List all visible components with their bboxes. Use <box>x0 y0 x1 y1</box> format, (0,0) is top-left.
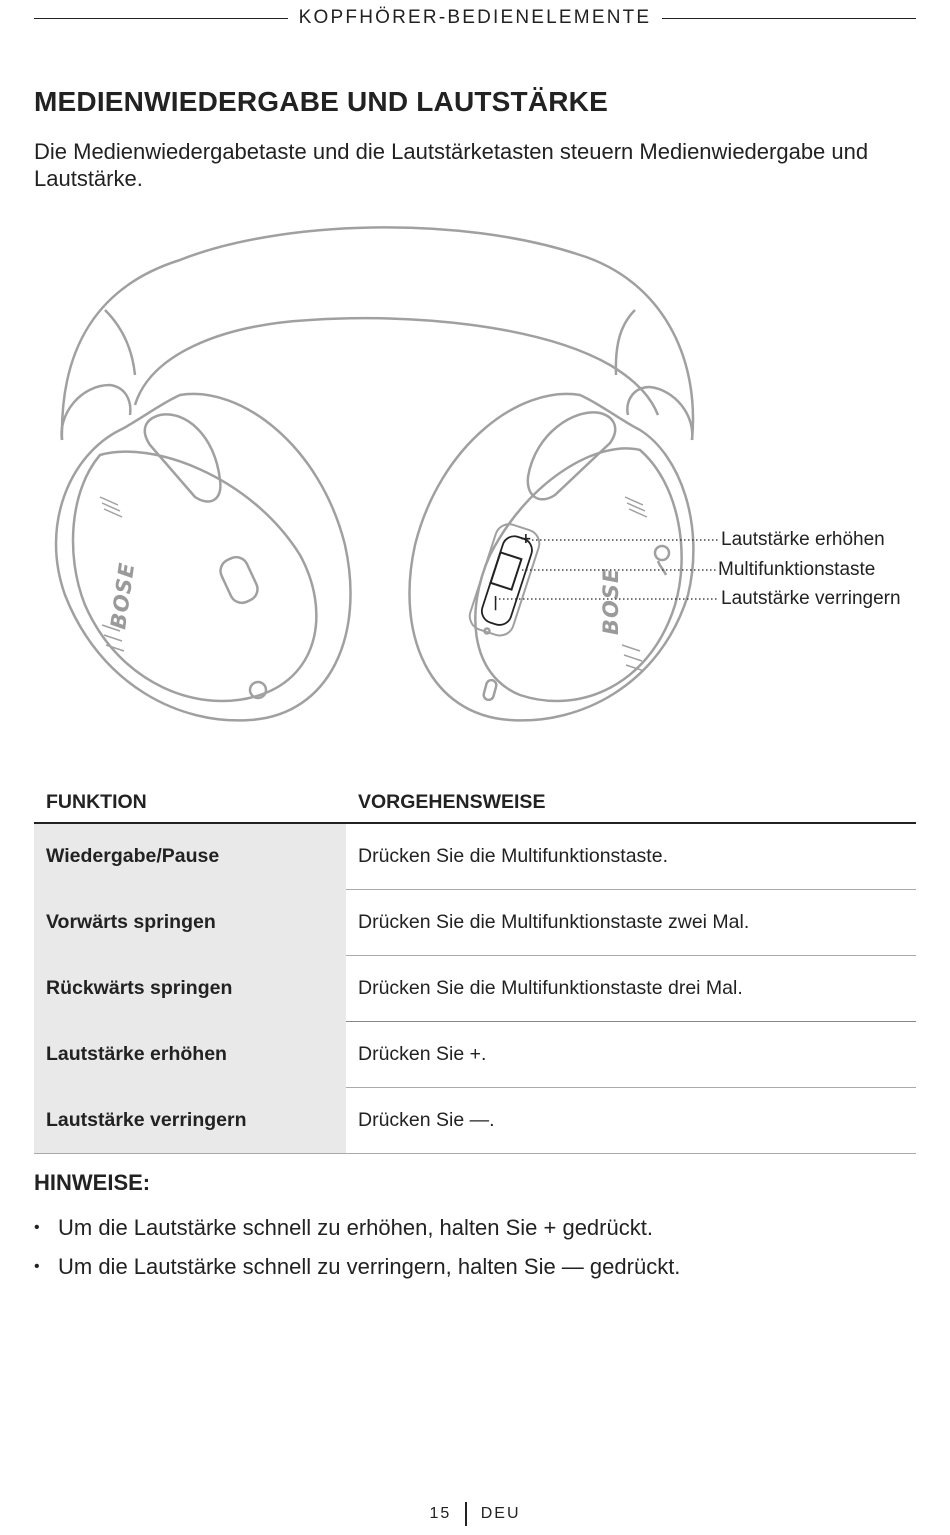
headband-left-end <box>62 385 131 440</box>
table-row <box>34 1088 916 1154</box>
function-cell: Wiedergabe/Pause <box>34 823 346 890</box>
headphones-illustration <box>40 215 720 735</box>
header-function: FUNKTION <box>34 782 346 823</box>
language-code: DEU <box>480 1505 521 1523</box>
procedure-cell: Drücken Sie —. <box>346 1088 916 1154</box>
table-row <box>34 956 916 1022</box>
note-text: Um die Lautstärke schnell zu erhöhen, halten Sie + gedrückt. <box>58 1215 653 1240</box>
procedure-cell: Drücken Sie die Multifunktionstaste drei Mal. <box>346 956 916 1022</box>
bullet-icon: • <box>34 1219 40 1236</box>
procedure-cell: Drücken Sie +. <box>346 1022 916 1088</box>
function-table <box>34 782 916 1154</box>
callout-multifunction: Multifunktionstaste <box>718 559 876 580</box>
function-cell: Vorwärts springen <box>34 890 346 956</box>
note-item <box>34 1208 914 1247</box>
header-procedure: VORGEHENSWEISE <box>346 782 916 823</box>
callout-volume-down: Lautstärke verringern <box>721 588 901 609</box>
svg-text:+: + <box>520 531 532 547</box>
table-row <box>34 1022 916 1088</box>
header-section-title: KOPFHÖRER-BEDIENELEMENTE <box>298 7 652 28</box>
headband-left-fold <box>105 310 135 375</box>
headband-right-fold <box>616 310 635 375</box>
section-heading: MEDIENWIEDERGABE UND LAUTSTÄRKE <box>34 86 608 117</box>
section-intro: Die Medienwiedergabetaste und die Lautstärketasten steuern Medienwiedergabe und Lautstärke. <box>34 139 869 191</box>
function-cell: Lautstärke erhöhen <box>34 1022 346 1088</box>
svg-text:|: | <box>493 595 499 611</box>
running-header <box>34 0 916 36</box>
right-brand-logo: BOSE <box>599 567 623 635</box>
note-text: Um die Lautstärke schnell zu verringern, halten Sie — gedrückt. <box>58 1254 681 1279</box>
table-row <box>34 890 916 956</box>
left-brand-logo: BOSE <box>106 560 140 631</box>
callout-volume-up: Lautstärke erhöhen <box>721 529 885 550</box>
function-cell: Lautstärke verringern <box>34 1088 346 1154</box>
notes-title: HINWEISE: <box>34 1170 151 1195</box>
headband-inner <box>135 318 658 415</box>
page-number: 15 <box>429 1505 452 1523</box>
left-earcup <box>56 394 351 720</box>
header-rule-right <box>662 18 916 19</box>
footer-separator <box>465 1502 467 1526</box>
procedure-cell: Drücken Sie die Multifunktionstaste zwei Mal. <box>346 890 916 956</box>
bullet-icon: • <box>34 1258 40 1275</box>
function-cell: Rückwärts springen <box>34 956 346 1022</box>
page-footer <box>0 1502 950 1526</box>
table-header-row <box>34 782 916 823</box>
notes-list <box>34 1208 914 1286</box>
headband-right-end <box>627 387 692 440</box>
table-row <box>34 823 916 890</box>
procedure-cell: Drücken Sie die Multifunktionstaste. <box>346 823 916 890</box>
note-item <box>34 1247 914 1286</box>
right-earcup <box>409 394 693 720</box>
